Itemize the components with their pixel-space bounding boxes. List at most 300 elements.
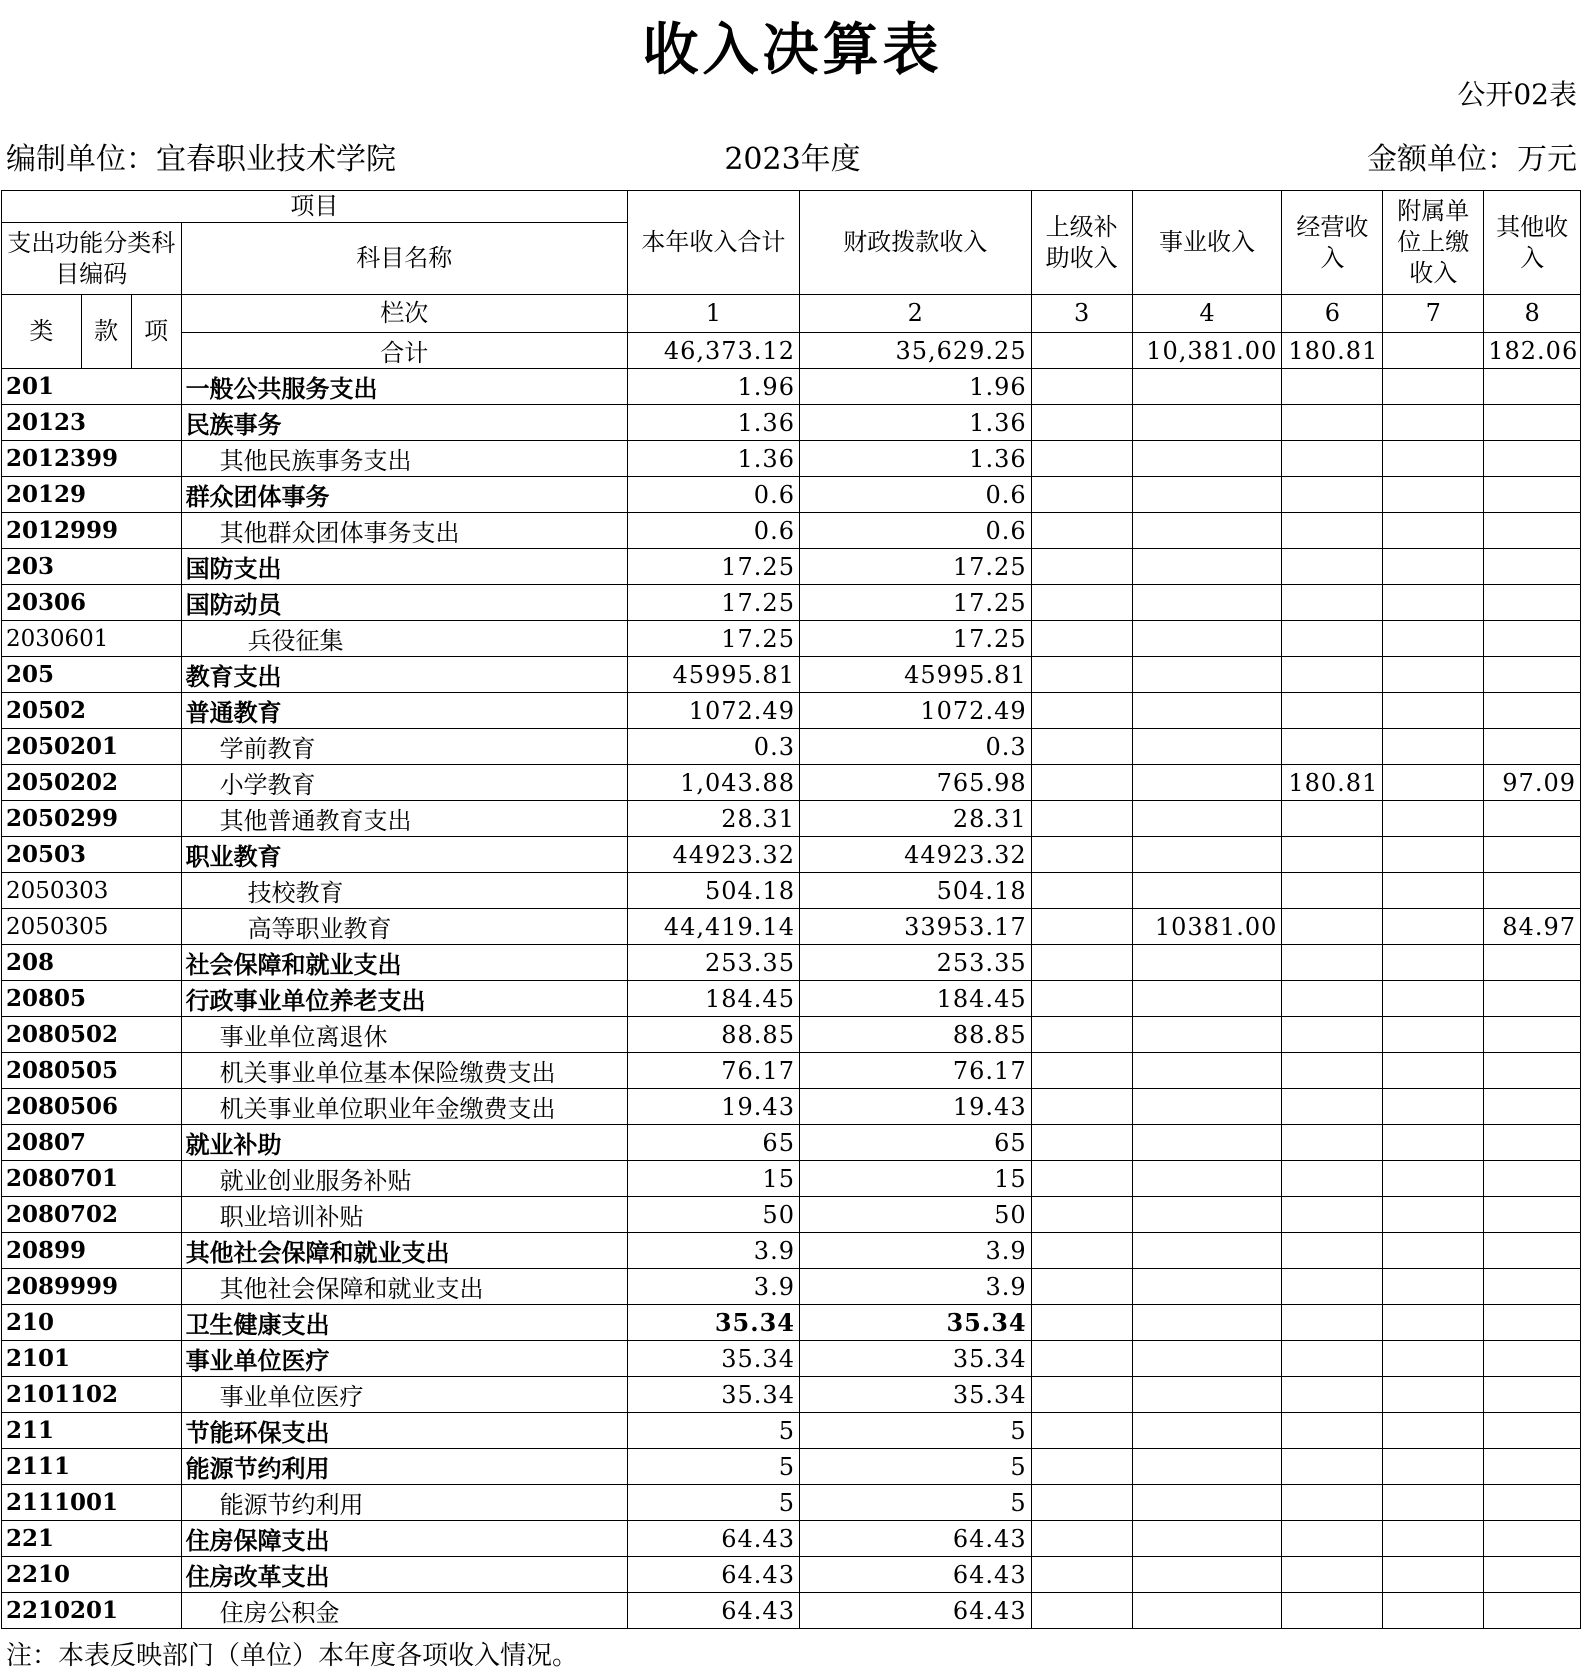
table-row <box>2 1521 1581 1557</box>
amount-cell <box>1484 1269 1581 1305</box>
amount-cell <box>1282 981 1383 1017</box>
amount-cell <box>1282 513 1383 549</box>
amount-cell <box>1383 1377 1484 1413</box>
amount-cell <box>1282 1593 1383 1629</box>
amount-cell: 88.85 <box>627 1017 799 1053</box>
subject-name: 节能环保支出 <box>181 1413 627 1449</box>
amount-cell <box>1484 693 1581 729</box>
amount-cell <box>1484 801 1581 837</box>
amount-cell <box>1031 1557 1132 1593</box>
amount-cell <box>1282 1449 1383 1485</box>
amount-cell <box>1484 1341 1581 1377</box>
table-row <box>2 657 1581 693</box>
amount-cell <box>1031 945 1132 981</box>
col-number: 6 <box>1282 295 1383 333</box>
amount-cell <box>1383 1053 1484 1089</box>
table-row <box>2 441 1581 477</box>
amount-cell <box>1031 801 1132 837</box>
amount-cell: 15 <box>799 1161 1031 1197</box>
amount-cell <box>1031 729 1132 765</box>
header-code-group: 支出功能分类科目编码 <box>2 223 182 295</box>
subject-name: 学前教育 <box>181 729 627 765</box>
amount-cell <box>1383 369 1484 405</box>
subject-name: 其他社会保障和就业支出 <box>181 1269 627 1305</box>
amount-cell: 10381.00 <box>1132 909 1282 945</box>
amount-cell <box>1484 369 1581 405</box>
fiscal-year: 2023年度 <box>724 142 861 177</box>
subject-name: 住房保障支出 <box>181 1521 627 1557</box>
amount-cell <box>1383 657 1484 693</box>
subject-name: 住房改革支出 <box>181 1557 627 1593</box>
amount-cell <box>1031 693 1132 729</box>
header-xiang: 项 <box>131 295 181 369</box>
amount-cell <box>1282 1053 1383 1089</box>
amount-cell <box>1484 945 1581 981</box>
amount-cell: 45995.81 <box>799 657 1031 693</box>
amount-cell <box>1132 1305 1282 1341</box>
subject-name: 事业单位医疗 <box>181 1341 627 1377</box>
amount-cell: 19.43 <box>799 1089 1031 1125</box>
header-cat: 类 <box>2 295 82 369</box>
amount-cell: 50 <box>627 1197 799 1233</box>
amount-cell <box>1031 369 1132 405</box>
subject-name: 一般公共服务支出 <box>181 369 627 405</box>
amount-cell <box>1132 1053 1282 1089</box>
amount-cell: 35.34 <box>627 1341 799 1377</box>
amount-cell <box>1282 693 1383 729</box>
amount-cell <box>1282 1341 1383 1377</box>
subject-name: 事业单位离退休 <box>181 1017 627 1053</box>
amount-cell: 1.96 <box>627 369 799 405</box>
amount-cell <box>1031 1161 1132 1197</box>
header-item: 项目 <box>2 191 628 223</box>
amount-cell <box>1383 441 1484 477</box>
amount-cell <box>1484 549 1581 585</box>
amount-cell <box>1383 1125 1484 1161</box>
amount-cell <box>1031 1017 1132 1053</box>
subject-code: 20123 <box>2 405 182 441</box>
subject-code: 210 <box>2 1305 182 1341</box>
amount-cell: 1.36 <box>627 441 799 477</box>
subject-name: 卫生健康支出 <box>181 1305 627 1341</box>
amount-cell: 45995.81 <box>627 657 799 693</box>
amount-cell: 1.36 <box>799 441 1031 477</box>
amount-cell <box>1132 405 1282 441</box>
amount-cell <box>1031 909 1132 945</box>
amount-cell: 765.98 <box>799 765 1031 801</box>
amount-cell <box>1031 1377 1132 1413</box>
amount-cell: 17.25 <box>627 621 799 657</box>
amount-cell <box>1383 909 1484 945</box>
amount-cell: 17.25 <box>627 585 799 621</box>
table-row <box>2 1449 1581 1485</box>
amount-cell <box>1484 1557 1581 1593</box>
amount-cell <box>1282 1269 1383 1305</box>
subject-code: 2101 <box>2 1341 182 1377</box>
amount-cell <box>1383 837 1484 873</box>
amount-cell <box>1132 765 1282 801</box>
amount-cell <box>1031 1233 1132 1269</box>
table-row <box>2 729 1581 765</box>
amount-cell <box>1031 765 1132 801</box>
total-cell: 35,629.25 <box>799 333 1031 369</box>
subject-code: 2111001 <box>2 1485 182 1521</box>
amount-cell <box>1132 693 1282 729</box>
amount-cell: 0.6 <box>799 477 1031 513</box>
subject-name: 国防动员 <box>181 585 627 621</box>
amount-cell: 64.43 <box>799 1593 1031 1629</box>
amount-cell: 35.34 <box>799 1305 1031 1341</box>
table-row <box>2 693 1581 729</box>
table-row <box>2 837 1581 873</box>
amount-cell <box>1282 729 1383 765</box>
subject-code: 20503 <box>2 837 182 873</box>
table-row <box>2 477 1581 513</box>
table-row <box>2 1305 1581 1341</box>
table-row <box>2 1053 1581 1089</box>
amount-cell: 44923.32 <box>799 837 1031 873</box>
amount-cell <box>1484 1449 1581 1485</box>
subject-code: 2210201 <box>2 1593 182 1629</box>
amount-cell <box>1132 1377 1282 1413</box>
table-row <box>2 1557 1581 1593</box>
amount-cell <box>1132 441 1282 477</box>
amount-cell <box>1132 1197 1282 1233</box>
subject-name: 能源节约利用 <box>181 1485 627 1521</box>
amount-cell <box>1031 873 1132 909</box>
amount-cell <box>1031 657 1132 693</box>
amount-cell <box>1383 1413 1484 1449</box>
amount-cell: 1072.49 <box>799 693 1031 729</box>
amount-cell: 0.6 <box>799 513 1031 549</box>
amount-cell <box>1383 477 1484 513</box>
table-row <box>2 909 1581 945</box>
subject-code: 2050202 <box>2 765 182 801</box>
subject-code: 20805 <box>2 981 182 1017</box>
amount-cell <box>1383 1449 1484 1485</box>
col-number: 2 <box>799 295 1031 333</box>
table-row <box>2 513 1581 549</box>
header-kuan: 款 <box>81 295 131 369</box>
amount-cell <box>1282 801 1383 837</box>
total-cell: 46,373.12 <box>627 333 799 369</box>
subject-code: 205 <box>2 657 182 693</box>
amount-cell: 35.34 <box>799 1341 1031 1377</box>
subject-name: 其他群众团体事务支出 <box>181 513 627 549</box>
amount-cell <box>1282 585 1383 621</box>
amount-cell <box>1484 513 1581 549</box>
amount-cell: 50 <box>799 1197 1031 1233</box>
header-col-other: 其他收入 <box>1484 191 1581 295</box>
amount-cell: 1,043.88 <box>627 765 799 801</box>
amount-cell <box>1383 981 1484 1017</box>
col-number: 7 <box>1383 295 1484 333</box>
amount-cell <box>1031 441 1132 477</box>
amount-cell: 64.43 <box>799 1521 1031 1557</box>
amount-cell: 0.6 <box>627 513 799 549</box>
amount-cell <box>1282 1485 1383 1521</box>
subject-name: 社会保障和就业支出 <box>181 945 627 981</box>
col-number: 3 <box>1031 295 1132 333</box>
amount-unit: 金额单位：万元 <box>1367 142 1577 177</box>
amount-cell <box>1383 1341 1484 1377</box>
amount-cell: 17.25 <box>799 585 1031 621</box>
subject-code: 2080505 <box>2 1053 182 1089</box>
subject-code: 211 <box>2 1413 182 1449</box>
amount-cell <box>1031 1053 1132 1089</box>
amount-cell <box>1031 1197 1132 1233</box>
col-number: 4 <box>1132 295 1282 333</box>
amount-cell <box>1484 1521 1581 1557</box>
amount-cell <box>1383 729 1484 765</box>
amount-cell <box>1484 1053 1581 1089</box>
form-number: 公开02表 <box>1457 78 1577 111</box>
amount-cell: 17.25 <box>799 549 1031 585</box>
table-row <box>2 1233 1581 1269</box>
subject-code: 2012399 <box>2 441 182 477</box>
amount-cell: 76.17 <box>627 1053 799 1089</box>
amount-cell: 184.45 <box>799 981 1031 1017</box>
subject-name: 兵役征集 <box>181 621 627 657</box>
amount-cell <box>1282 1521 1383 1557</box>
table-row <box>2 1269 1581 1305</box>
amount-cell <box>1031 549 1132 585</box>
amount-cell <box>1383 1233 1484 1269</box>
amount-cell <box>1383 405 1484 441</box>
amount-cell <box>1282 873 1383 909</box>
table-row <box>2 1089 1581 1125</box>
total-label: 合计 <box>181 333 627 369</box>
amount-cell: 44,419.14 <box>627 909 799 945</box>
amount-cell: 28.31 <box>627 801 799 837</box>
subject-code: 20306 <box>2 585 182 621</box>
subject-code: 208 <box>2 945 182 981</box>
amount-cell <box>1132 1089 1282 1125</box>
subject-name: 住房公积金 <box>181 1593 627 1629</box>
amount-cell <box>1282 1161 1383 1197</box>
amount-cell <box>1132 1017 1282 1053</box>
subject-name: 能源节约利用 <box>181 1449 627 1485</box>
subject-code: 2050201 <box>2 729 182 765</box>
amount-cell <box>1031 1449 1132 1485</box>
header-row-3 <box>2 295 1581 333</box>
amount-cell <box>1282 945 1383 981</box>
subject-code: 2080701 <box>2 1161 182 1197</box>
amount-cell <box>1282 1017 1383 1053</box>
col-number: 1 <box>627 295 799 333</box>
amount-cell <box>1383 1485 1484 1521</box>
subject-code: 2012999 <box>2 513 182 549</box>
subject-name: 民族事务 <box>181 405 627 441</box>
amount-cell <box>1484 1593 1581 1629</box>
amount-cell <box>1132 1413 1282 1449</box>
amount-cell: 35.34 <box>627 1305 799 1341</box>
amount-cell <box>1282 909 1383 945</box>
subject-code: 2111 <box>2 1449 182 1485</box>
amount-cell: 0.3 <box>627 729 799 765</box>
header-col-total: 本年收入合计 <box>627 191 799 295</box>
amount-cell: 5 <box>799 1485 1031 1521</box>
table-row <box>2 549 1581 585</box>
amount-cell: 3.9 <box>627 1233 799 1269</box>
header-col-superior: 上级补助收入 <box>1031 191 1132 295</box>
table-row <box>2 1377 1581 1413</box>
subject-name: 其他社会保障和就业支出 <box>181 1233 627 1269</box>
total-cell <box>1383 333 1484 369</box>
amount-cell <box>1031 621 1132 657</box>
amount-cell <box>1132 513 1282 549</box>
amount-cell: 253.35 <box>627 945 799 981</box>
amount-cell: 184.45 <box>627 981 799 1017</box>
amount-cell <box>1132 1269 1282 1305</box>
table-row <box>2 1161 1581 1197</box>
amount-cell <box>1383 765 1484 801</box>
amount-cell <box>1031 513 1132 549</box>
subject-name: 行政事业单位养老支出 <box>181 981 627 1017</box>
subject-code: 2080506 <box>2 1089 182 1125</box>
amount-cell: 35.34 <box>627 1377 799 1413</box>
table-row <box>2 873 1581 909</box>
amount-cell: 504.18 <box>627 873 799 909</box>
amount-cell <box>1383 873 1484 909</box>
amount-cell <box>1484 1197 1581 1233</box>
amount-cell: 253.35 <box>799 945 1031 981</box>
amount-cell <box>1282 1557 1383 1593</box>
subject-code: 203 <box>2 549 182 585</box>
amount-cell <box>1484 1377 1581 1413</box>
amount-cell: 5 <box>799 1413 1031 1449</box>
table-row <box>2 801 1581 837</box>
amount-cell: 3.9 <box>799 1233 1031 1269</box>
subject-code: 2080702 <box>2 1197 182 1233</box>
amount-cell <box>1484 1485 1581 1521</box>
subject-name: 其他民族事务支出 <box>181 441 627 477</box>
table-row <box>2 765 1581 801</box>
report-title: 收入决算表 <box>642 18 943 83</box>
amount-cell: 28.31 <box>799 801 1031 837</box>
subject-name: 国防支出 <box>181 549 627 585</box>
table-row <box>2 1197 1581 1233</box>
amount-cell <box>1132 873 1282 909</box>
amount-cell <box>1383 1557 1484 1593</box>
amount-cell <box>1484 837 1581 873</box>
subject-name: 就业补助 <box>181 1125 627 1161</box>
table-body <box>2 191 1581 1629</box>
amount-cell <box>1383 1089 1484 1125</box>
amount-cell <box>1132 1161 1282 1197</box>
subject-code: 221 <box>2 1521 182 1557</box>
total-row <box>2 333 1581 369</box>
subject-name: 教育支出 <box>181 657 627 693</box>
amount-cell <box>1282 621 1383 657</box>
amount-cell: 17.25 <box>799 621 1031 657</box>
amount-cell <box>1031 1593 1132 1629</box>
table-row <box>2 945 1581 981</box>
header-row-1 <box>2 191 1581 223</box>
amount-cell <box>1132 477 1282 513</box>
amount-cell <box>1484 729 1581 765</box>
amount-cell <box>1383 1305 1484 1341</box>
subject-code: 201 <box>2 369 182 405</box>
amount-cell <box>1282 1305 1383 1341</box>
table-row <box>2 621 1581 657</box>
amount-cell <box>1031 585 1132 621</box>
amount-cell <box>1484 405 1581 441</box>
amount-cell <box>1484 981 1581 1017</box>
amount-cell <box>1031 1485 1132 1521</box>
subject-code: 2030601 <box>2 621 182 657</box>
amount-cell <box>1132 729 1282 765</box>
amount-cell <box>1383 513 1484 549</box>
amount-cell <box>1132 1125 1282 1161</box>
subject-name: 高等职业教育 <box>181 909 627 945</box>
amount-cell <box>1282 1125 1383 1161</box>
amount-cell <box>1484 1305 1581 1341</box>
amount-cell <box>1282 1089 1383 1125</box>
header-col-affiliate: 附属单位上缴收入 <box>1383 191 1484 295</box>
amount-cell: 0.3 <box>799 729 1031 765</box>
col-number: 8 <box>1484 295 1581 333</box>
table-row <box>2 1485 1581 1521</box>
subject-name: 普通教育 <box>181 693 627 729</box>
header-lanci: 栏次 <box>181 295 627 333</box>
amount-cell <box>1031 1089 1132 1125</box>
subject-name: 机关事业单位基本保险缴费支出 <box>181 1053 627 1089</box>
amount-cell <box>1282 441 1383 477</box>
amount-cell <box>1031 405 1132 441</box>
amount-cell <box>1484 1233 1581 1269</box>
amount-cell <box>1383 549 1484 585</box>
amount-cell: 88.85 <box>799 1017 1031 1053</box>
amount-cell: 1.36 <box>799 405 1031 441</box>
amount-cell <box>1132 1485 1282 1521</box>
subject-name: 职业教育 <box>181 837 627 873</box>
amount-cell: 17.25 <box>627 549 799 585</box>
amount-cell <box>1484 1089 1581 1125</box>
table-row <box>2 369 1581 405</box>
amount-cell: 65 <box>799 1125 1031 1161</box>
subject-code: 2050305 <box>2 909 182 945</box>
amount-cell <box>1383 585 1484 621</box>
subject-code: 2089999 <box>2 1269 182 1305</box>
subject-code: 20899 <box>2 1233 182 1269</box>
amount-cell <box>1282 837 1383 873</box>
table-row <box>2 981 1581 1017</box>
amount-cell: 44923.32 <box>627 837 799 873</box>
amount-cell <box>1031 1269 1132 1305</box>
amount-cell <box>1031 837 1132 873</box>
amount-cell <box>1282 657 1383 693</box>
total-cell <box>1031 333 1132 369</box>
total-cell: 182.06 <box>1484 333 1581 369</box>
amount-cell <box>1282 405 1383 441</box>
table-row <box>2 1125 1581 1161</box>
amount-cell: 64.43 <box>627 1521 799 1557</box>
amount-cell <box>1282 1377 1383 1413</box>
amount-cell <box>1282 477 1383 513</box>
amount-cell: 97.09 <box>1484 765 1581 801</box>
amount-cell: 0.6 <box>627 477 799 513</box>
amount-cell: 3.9 <box>627 1269 799 1305</box>
amount-cell <box>1282 1197 1383 1233</box>
header-col-business: 事业收入 <box>1132 191 1282 295</box>
amount-cell <box>1132 981 1282 1017</box>
amount-cell <box>1484 1125 1581 1161</box>
subject-code: 2080502 <box>2 1017 182 1053</box>
amount-cell <box>1132 837 1282 873</box>
preparing-unit: 编制单位：宜春职业技术学院 <box>6 142 396 177</box>
subject-name: 事业单位医疗 <box>181 1377 627 1413</box>
